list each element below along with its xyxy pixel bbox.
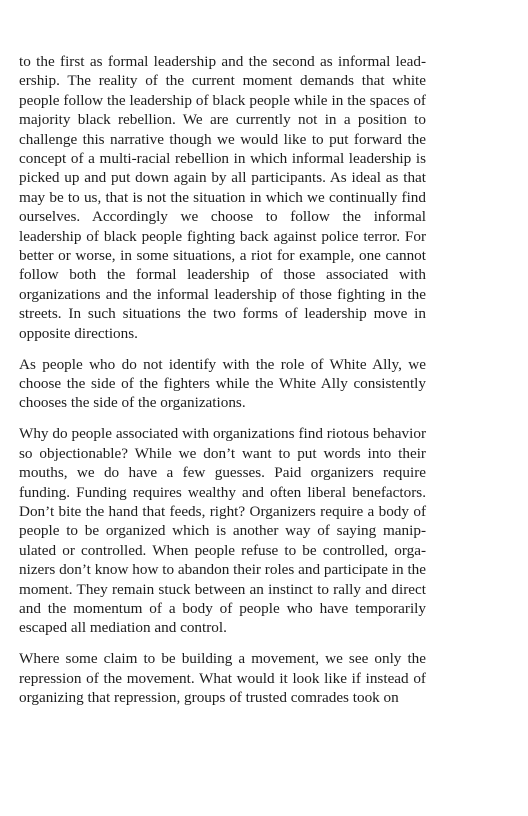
paragraph-organizations: Why do people associated with organizations find riotous behavior so objectionable? While we don’t want to put words into their mouths, we do have a few guesses. Paid organizers require funding. Funding requires wealthy and often liberal benefactors. Don’t bite the hand that feeds, right? Organizers require a body of people to be organized which is another way of saying manipulated or controlled. When people refuse to be controlled, organizers don’t know how to abandon their roles and participate in the moment. They remain stuck between an instinct to rally and direct and the momentum of a body of people who have temporarily escaped all mediation and control. [19,425,426,637]
document-page [19,52,426,719]
paragraph-white-ally: As people who do not identify with the role of White Ally, we choose the side of the fighters while the White Ally consistently chooses the side of the organizations. [19,355,426,412]
paragraph-leadership: to the first as formal leadership and the second as informal leadership. The reality of the current moment demands that white people follow the leadership of black people while in the spaces of majority black rebellion. We are currently not in a position to challenge this narrative though we would like to put forward the concept of a multi-racial rebellion in which informal leadership is picked up and put down again by all participants. As ideal as that may be to us, that is not the situation in which we continually find ourselves. Accordingly we choose to follow the informal leadership of black people fighting back against police terror. For better or worse, in some situations, a riot for example, one cannot follow both the formal leadership of those associated with organizations and the informal leadership of those fighting in the streets. In such situations the two forms of leadership move in opposite directions. [19,53,426,342]
paragraph-movement: Where some claim to be building a movement, we see only the repression of the movement. What would it look like if instead of organizing that repression, groups of trusted comrades took on [19,650,426,707]
